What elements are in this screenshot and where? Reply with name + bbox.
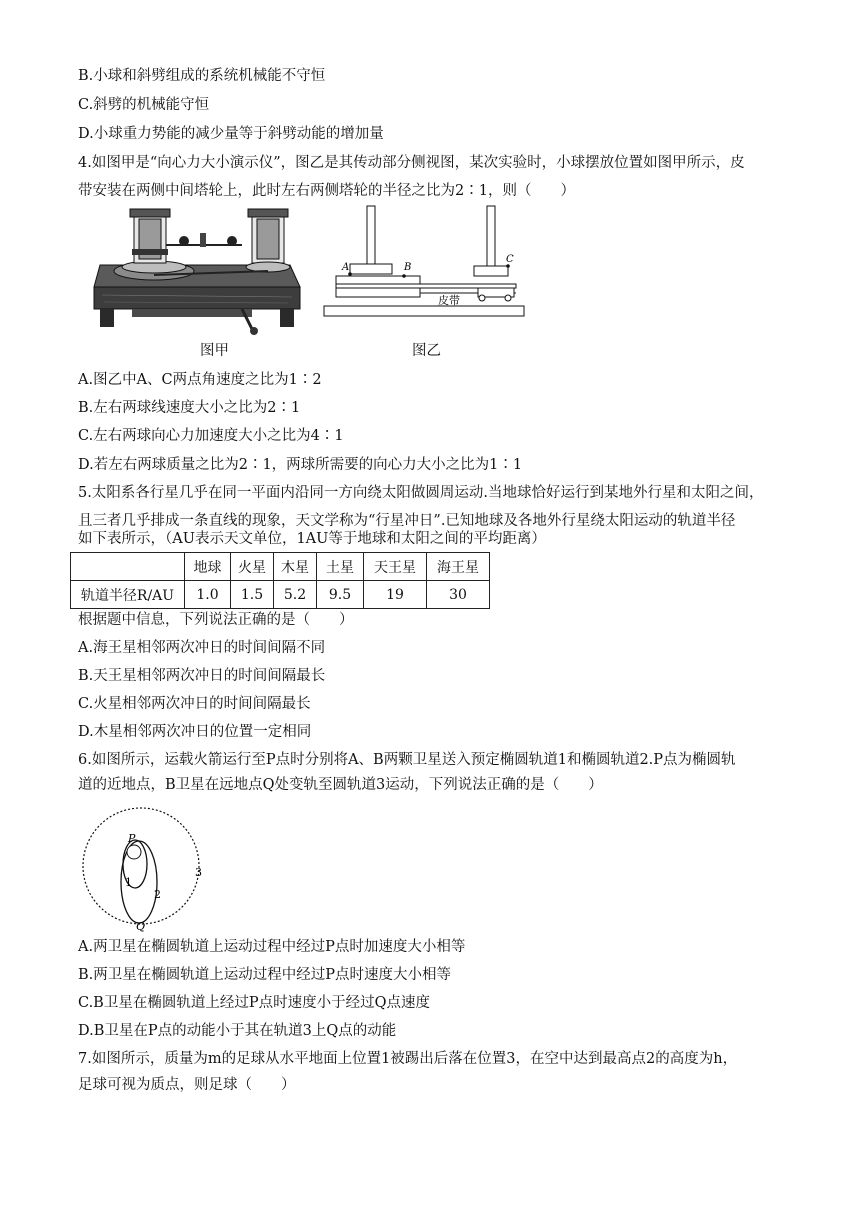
q3-option-b: B.小球和斜劈组成的系统机械能不守恒 bbox=[78, 68, 326, 84]
q4-stem-line2: 带安装在两侧中间塔轮上，此时左右两侧塔轮的半径之比为2∶1，则（ ） bbox=[78, 183, 575, 199]
q5-option-b: B.天王星相邻两次冲日的时间间隔最长 bbox=[78, 668, 326, 684]
table-header-cell: 天王星 bbox=[364, 553, 427, 581]
table-cell: 30 bbox=[427, 581, 490, 609]
table-row bbox=[71, 553, 490, 581]
orbit-3-label: 3 bbox=[195, 866, 202, 879]
q3-option-d: D.小球重力势能的减少量等于斜劈动能的增加量 bbox=[78, 126, 384, 142]
q7-stem-line1: 7.如图所示，质量为m的足球从水平地面上位置1被踢出后落在位置3，在空中达到最高点2的高度为h， bbox=[78, 1051, 738, 1067]
table-header-cell: 火星 bbox=[231, 553, 274, 581]
q6-option-c: C.B卫星在椭圆轨道上经过P点时速度小于经过Q点速度 bbox=[78, 995, 430, 1011]
point-c-label: C bbox=[506, 254, 514, 265]
q5-stem-line3: 如下表所示，（AU表示天文单位，1AU等于地球和太阳之间的平均距离） bbox=[78, 531, 546, 547]
table-header-cell bbox=[71, 553, 185, 581]
table-row bbox=[71, 581, 490, 609]
q4-stem-line1: 4.如图甲是“向心力大小演示仪”，图乙是其传动部分侧视图，某次实验时，小球摆放位置如图甲所示，皮 bbox=[78, 155, 745, 171]
q4-option-c: C.左右两球向心力加速度大小之比为4∶1 bbox=[78, 428, 344, 444]
table-cell: 19 bbox=[364, 581, 427, 609]
q5-stem-line2: 且三者几乎排成一条直线的现象，天文学称为“行星冲日”.已知地球及各地外行星绕太阳运动的轨道半径 bbox=[78, 513, 736, 529]
table-header-cell: 木星 bbox=[274, 553, 317, 581]
q5-option-c: C.火星相邻两次冲日的时间间隔最长 bbox=[78, 696, 311, 712]
q4-option-d: D.若左右两球质量之比为2∶1，两球所需要的向心力大小之比为1∶1 bbox=[78, 457, 523, 473]
q6-option-a: A.两卫星在椭圆轨道上运动过程中经过P点时加速度大小相等 bbox=[78, 939, 466, 955]
table-header-cell: 土星 bbox=[317, 553, 364, 581]
point-p-label: P bbox=[128, 832, 136, 845]
table-cell: 9.5 bbox=[317, 581, 364, 609]
table-cell: 5.2 bbox=[274, 581, 317, 609]
centripetal-force-demonstrator-figure bbox=[92, 205, 304, 335]
orbit-radius-table bbox=[70, 552, 490, 609]
q5-after-table: 根据题中信息，下列说法正确的是（ ） bbox=[78, 612, 354, 628]
figure-a-caption: 图甲 bbox=[200, 343, 229, 359]
point-a-label: A bbox=[342, 262, 350, 273]
figure-b-caption: 图乙 bbox=[412, 343, 441, 359]
table-cell: 1.5 bbox=[231, 581, 274, 609]
q6-stem-line2: 道的近地点，B卫星在远地点Q处变轨至圆轨道3运动，下列说法正确的是（ ） bbox=[78, 777, 603, 793]
point-q-label: Q bbox=[136, 920, 146, 932]
transmission-side-view-figure bbox=[322, 204, 528, 320]
q6-option-d: D.B卫星在P点的动能小于其在轨道3上Q点的动能 bbox=[78, 1023, 397, 1039]
q5-option-d: D.木星相邻两次冲日的位置一定相同 bbox=[78, 724, 312, 740]
q6-stem-line1: 6.如图所示，运载火箭运行至P点时分别将A、B两颗卫星送入预定椭圆轨道1和椭圆轨道2.P点为椭圆轨 bbox=[78, 752, 736, 768]
orbit-1-label: 1 bbox=[125, 876, 132, 889]
q4-option-b: B.左右两球线速度大小之比为2∶1 bbox=[78, 400, 301, 416]
q4-option-a: A.图乙中A、C两点角速度之比为1∶2 bbox=[78, 372, 322, 388]
table-cell: 1.0 bbox=[185, 581, 231, 609]
q6-option-b: B.两卫星在椭圆轨道上运动过程中经过P点时速度大小相等 bbox=[78, 967, 452, 983]
point-b-label: B bbox=[404, 262, 412, 273]
q7-stem-line2: 足球可视为质点，则足球（ ） bbox=[78, 1077, 296, 1093]
q5-stem-line1: 5.太阳系各行星几乎在同一平面内沿同一方向绕太阳做圆周运动.当地球恰好运行到某地外行星和太阳之间， bbox=[78, 485, 764, 501]
table-header-cell: 地球 bbox=[185, 553, 231, 581]
orbit-2-label: 2 bbox=[154, 888, 161, 901]
table-header-cell: 海王星 bbox=[427, 553, 490, 581]
satellite-orbits-figure bbox=[78, 802, 212, 932]
table-row-label: 轨道半径R/AU bbox=[71, 581, 185, 609]
q5-option-a: A.海王星相邻两次冲日的时间间隔不同 bbox=[78, 640, 326, 656]
belt-label: 皮带 bbox=[438, 294, 460, 307]
q3-option-c: C.斜劈的机械能守恒 bbox=[78, 97, 210, 113]
